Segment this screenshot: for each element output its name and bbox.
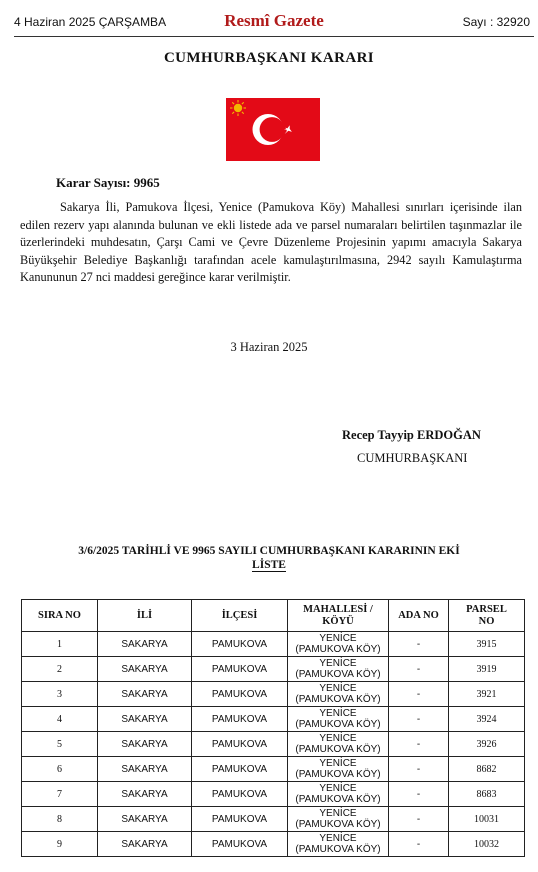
cell-ada: - xyxy=(389,782,449,807)
table-row xyxy=(22,782,525,807)
cell-parsel: 3915 xyxy=(449,632,525,657)
cell-mahalle-line2: (PAMUKOVA KÖY) xyxy=(295,669,381,680)
cell-parsel: 3924 xyxy=(449,707,525,732)
cell-ilce: PAMUKOVA xyxy=(192,732,288,757)
cell-ilce: PAMUKOVA xyxy=(192,707,288,732)
cell-ada: - xyxy=(389,657,449,682)
annex-title xyxy=(0,544,538,572)
crescent-inner xyxy=(260,117,285,142)
annex-subtitle-text: LİSTE xyxy=(252,559,286,571)
table-row xyxy=(22,807,525,832)
decision-body: Sakarya İli, Pamukova İlçesi, Yenice (Pamukova Köy) Mahallesi sınırları içerisinde ilan edilen rezerv yapı alanında bulunan ve ekli listede ada ve parsel numaraları belirtilen taşınmazlar ile üzerlerindeki muhdesatın, Çarşı Cami ve Çevre Düzenleme Projesinin yapımı amacıyla Sakarya Büyükşehir Belediye Başkanlığı tarafından acele kamulaştırılmasına, 2942 sayılı Kamulaştırma Kanununun 27 nci maddesi gereğince karar verilmiştir. xyxy=(20,200,522,284)
cell-mahalle-line1: YENİCE xyxy=(319,833,357,844)
cell-mahalle-line2: (PAMUKOVA KÖY) xyxy=(295,794,381,805)
cell-mahalle xyxy=(288,807,389,832)
cell-mahalle xyxy=(288,782,389,807)
header-date: 4 Haziran 2025 ÇARŞAMBA xyxy=(14,15,167,29)
col-header-sira: SIRA NO xyxy=(22,600,98,632)
gazette-header xyxy=(14,10,534,37)
cell-ada: - xyxy=(389,682,449,707)
annex-subtitle xyxy=(0,558,538,572)
cell-mahalle-line1: YENİCE xyxy=(319,733,357,744)
col-header-ilce: İLÇESİ xyxy=(192,600,288,632)
cell-parsel: 3919 xyxy=(449,657,525,682)
cell-mahalle xyxy=(288,757,389,782)
issue-number: Sayı : 32920 xyxy=(462,15,530,29)
annex-title-text: 3/6/2025 TARİHLİ VE 9965 SAYILI CUMHURBAŞKANI KARARININ EKİ xyxy=(78,545,460,557)
cell-mahalle-line1: YENİCE xyxy=(319,783,357,794)
table-header-row xyxy=(22,600,525,632)
col-header-parsel: PARSEL NO xyxy=(449,600,525,632)
cell-ada: - xyxy=(389,832,449,857)
cell-parsel: 10032 xyxy=(449,832,525,857)
cell-sira: 3 xyxy=(22,682,98,707)
gazette-title: Resmî Gazete xyxy=(224,11,324,30)
cell-ada: - xyxy=(389,632,449,657)
cell-il: SAKARYA xyxy=(98,807,192,832)
col-header-il: İLİ xyxy=(98,600,192,632)
cell-ada: - xyxy=(389,807,449,832)
cell-parsel: 8683 xyxy=(449,782,525,807)
cell-parsel: 8682 xyxy=(449,757,525,782)
decision-date: 3 Haziran 2025 xyxy=(230,340,308,354)
cell-mahalle xyxy=(288,707,389,732)
table-row xyxy=(22,732,525,757)
cell-il: SAKARYA xyxy=(98,757,192,782)
cell-ilce: PAMUKOVA xyxy=(192,807,288,832)
document-title: CUMHURBAŞKANI KARARI xyxy=(163,50,375,66)
cell-ilce: PAMUKOVA xyxy=(192,782,288,807)
cell-ilce: PAMUKOVA xyxy=(192,682,288,707)
decision-number: Karar Sayısı: 9965 xyxy=(56,175,160,190)
cell-mahalle xyxy=(288,682,389,707)
cell-parsel: 3926 xyxy=(449,732,525,757)
cell-sira: 6 xyxy=(22,757,98,782)
cell-mahalle-line2: (PAMUKOVA KÖY) xyxy=(295,769,381,780)
cell-il: SAKARYA xyxy=(98,632,192,657)
cell-mahalle-line2: (PAMUKOVA KÖY) xyxy=(295,719,381,730)
cell-mahalle-line1: YENİCE xyxy=(319,758,357,769)
cell-sira: 1 xyxy=(22,632,98,657)
signer-title: CUMHURBAŞKANI xyxy=(357,451,468,465)
cell-mahalle xyxy=(288,657,389,682)
col-header-ada: ADA NO xyxy=(389,600,449,632)
turkish-flag-icon xyxy=(226,98,320,161)
cell-il: SAKARYA xyxy=(98,782,192,807)
cell-il: SAKARYA xyxy=(98,657,192,682)
cell-il: SAKARYA xyxy=(98,732,192,757)
cell-il: SAKARYA xyxy=(98,682,192,707)
cell-mahalle-line1: YENİCE xyxy=(319,633,357,644)
cell-mahalle-line1: YENİCE xyxy=(319,808,357,819)
cell-sira: 8 xyxy=(22,807,98,832)
cell-mahalle xyxy=(288,732,389,757)
cell-ilce: PAMUKOVA xyxy=(192,757,288,782)
cell-sira: 5 xyxy=(22,732,98,757)
cell-mahalle-line1: YENİCE xyxy=(319,683,357,694)
table-row xyxy=(22,657,525,682)
cell-sira: 2 xyxy=(22,657,98,682)
cell-il: SAKARYA xyxy=(98,832,192,857)
table-row xyxy=(22,632,525,657)
cell-mahalle-line2: (PAMUKOVA KÖY) xyxy=(295,644,381,655)
table-row xyxy=(22,707,525,732)
cell-mahalle-line2: (PAMUKOVA KÖY) xyxy=(295,744,381,755)
cell-ada: - xyxy=(389,757,449,782)
cell-mahalle-line2: (PAMUKOVA KÖY) xyxy=(295,694,381,705)
cell-parsel: 10031 xyxy=(449,807,525,832)
cell-mahalle-line1: YENİCE xyxy=(319,708,357,719)
cell-ilce: PAMUKOVA xyxy=(192,832,288,857)
cell-parsel: 3921 xyxy=(449,682,525,707)
cell-sira: 9 xyxy=(22,832,98,857)
cell-sira: 7 xyxy=(22,782,98,807)
table-row xyxy=(22,682,525,707)
cell-ilce: PAMUKOVA xyxy=(192,632,288,657)
cell-sira: 4 xyxy=(22,707,98,732)
presidential-sun-emblem-icon xyxy=(230,100,246,116)
cell-ada: - xyxy=(389,732,449,757)
cell-ilce: PAMUKOVA xyxy=(192,657,288,682)
cell-ada: - xyxy=(389,707,449,732)
cell-mahalle-line2: (PAMUKOVA KÖY) xyxy=(295,819,381,830)
cell-mahalle xyxy=(288,832,389,857)
parcel-table xyxy=(21,599,525,857)
cell-mahalle-line1: YENİCE xyxy=(319,658,357,669)
signer-name: Recep Tayyip ERDOĞAN xyxy=(342,428,481,442)
table-row xyxy=(22,757,525,782)
col-header-mahalle: MAHALLESİ / KÖYÜ xyxy=(288,600,389,632)
cell-mahalle xyxy=(288,632,389,657)
table-row xyxy=(22,832,525,857)
cell-mahalle-line2: (PAMUKOVA KÖY) xyxy=(295,844,381,855)
cell-il: SAKARYA xyxy=(98,707,192,732)
